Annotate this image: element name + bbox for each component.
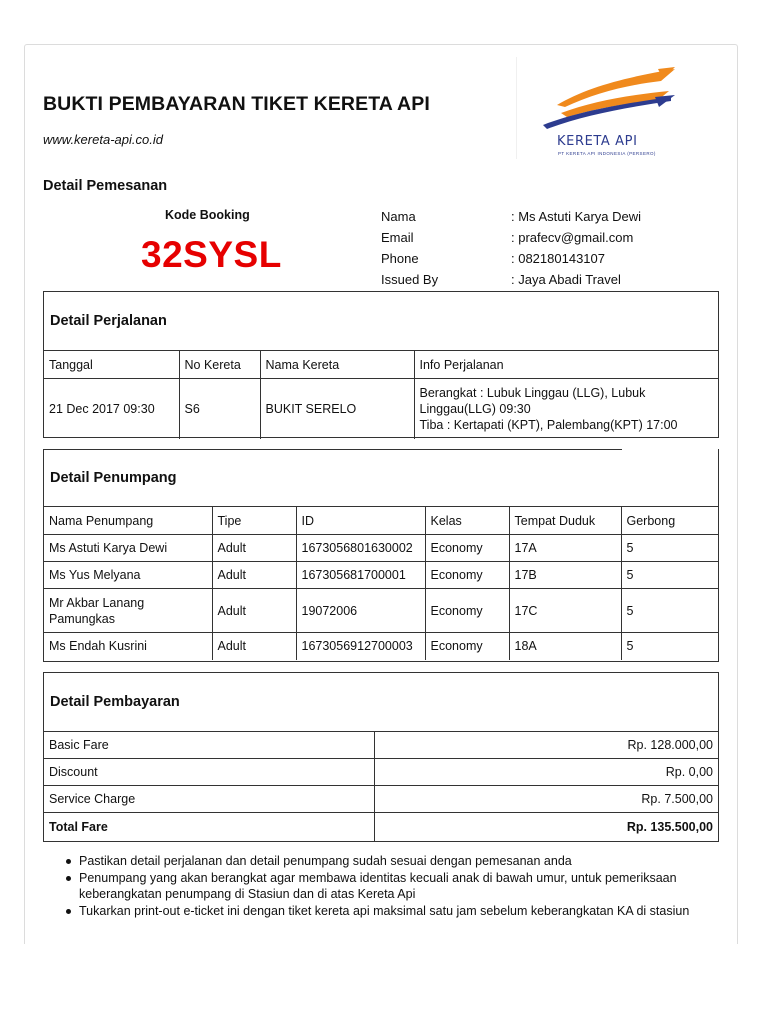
column-header: Tanggal (44, 351, 179, 379)
passenger-id: 19072006 (296, 589, 425, 633)
payment-amount: Rp. 7.500,00 (374, 786, 718, 813)
notes-list (65, 853, 725, 919)
column-header: Tipe (212, 507, 296, 535)
passenger-seat: 17A (509, 535, 621, 562)
info-value: : Ms Astuti Karya Dewi (511, 209, 642, 224)
passenger-id: 1673056801630002 (296, 535, 425, 562)
section-heading-pemesanan: Detail Pemesanan (43, 178, 168, 194)
table-row (44, 759, 718, 786)
table-row (44, 379, 718, 439)
passenger-class: Economy (425, 589, 509, 633)
passenger-type: Adult (212, 562, 296, 589)
passenger-type: Adult (212, 589, 296, 633)
payment-amount: Rp. 128.000,00 (374, 732, 718, 759)
column-header: Nama Penumpang (44, 507, 212, 535)
trip-details-panel (43, 291, 719, 438)
section-heading-penumpang: Detail Penumpang (50, 469, 177, 486)
passenger-table (44, 506, 718, 660)
payment-label: Service Charge (44, 786, 374, 813)
divider (44, 449, 622, 450)
column-header: Info Perjalanan (414, 351, 718, 379)
booking-code: 32SYSL (141, 234, 282, 275)
list-item: Tukarkan print-out e-ticket ini dengan tiket kereta api maksimal satu jam sebelum keberangkatan KA di stasiun (65, 903, 725, 920)
section-heading-perjalanan: Detail Perjalanan (50, 313, 167, 329)
website-link[interactable]: www.kereta-api.co.id (43, 132, 163, 147)
passenger-car: 5 (621, 633, 718, 660)
passenger-car: 5 (621, 535, 718, 562)
table-header-row (44, 507, 718, 535)
passenger-name: Ms Yus Melyana (44, 562, 212, 589)
train-number: S6 (179, 379, 260, 439)
passenger-class: Economy (425, 562, 509, 589)
payment-label: Basic Fare (44, 732, 374, 759)
arrival-info: Tiba : Kertapati (KPT), Palembang(KPT) 17:00 (419, 417, 678, 432)
passenger-seat: 18A (509, 633, 621, 660)
info-key: Issued By (381, 272, 439, 287)
column-header: Nama Kereta (260, 351, 414, 379)
info-key: Email (381, 230, 414, 245)
logo-name: KERETA API (557, 134, 638, 149)
booking-code-label: Kode Booking (165, 208, 250, 222)
info-key: Nama (381, 209, 416, 224)
table-row (44, 562, 718, 589)
train-name: BUKIT SERELO (260, 379, 414, 439)
payment-label: Discount (44, 759, 374, 786)
passenger-class: Economy (425, 633, 509, 660)
column-header: Tempat Duduk (509, 507, 621, 535)
passenger-id: 167305681700001 (296, 562, 425, 589)
passenger-type: Adult (212, 633, 296, 660)
payment-details-panel (43, 672, 719, 842)
info-key: Phone (381, 251, 419, 266)
payment-amount: Rp. 135.500,00 (374, 813, 718, 841)
passenger-id: 1673056912700003 (296, 633, 425, 660)
passenger-name: Mr Akbar Lanang Pamungkas (44, 589, 212, 633)
column-header: Kelas (425, 507, 509, 535)
trip-table (44, 350, 718, 439)
passenger-details-panel (43, 449, 719, 662)
info-value: : Jaya Abadi Travel (511, 272, 621, 287)
column-header: ID (296, 507, 425, 535)
kereta-api-logo (516, 57, 680, 159)
departure-info: Berangkat : Lubuk Linggau (LLG), Lubuk Linggau(LLG) 09:30 (419, 385, 646, 416)
info-value: : 082180143107 (511, 251, 605, 266)
table-header-row (44, 351, 718, 379)
passenger-type: Adult (212, 535, 296, 562)
table-row (44, 786, 718, 813)
column-header: Gerbong (621, 507, 718, 535)
info-value: : prafecv@gmail.com (511, 230, 634, 245)
section-heading-pembayaran: Detail Pembayaran (50, 694, 180, 710)
passenger-name: Ms Endah Kusrini (44, 633, 212, 660)
table-row (44, 589, 718, 633)
passenger-name: Ms Astuti Karya Dewi (44, 535, 212, 562)
trip-date: 21 Dec 2017 09:30 (44, 379, 179, 439)
payment-table (44, 731, 718, 841)
passenger-seat: 17B (509, 562, 621, 589)
passenger-car: 5 (621, 562, 718, 589)
list-item: Penumpang yang akan berangkat agar membawa identitas kecuali anak di bawah umur, untuk pemeriksaan keberangkatan penumpang di Stasiun dan di atas Kereta Api (65, 870, 725, 903)
logo-subtitle: PT KERETA API INDONESIA (PERSERO) (558, 151, 656, 156)
ticket-receipt (24, 44, 738, 944)
column-header: No Kereta (179, 351, 260, 379)
list-item: Pastikan detail perjalanan dan detail penumpang sudah sesuai dengan pemesanan anda (65, 853, 725, 870)
trip-info (414, 379, 718, 439)
table-row (44, 633, 718, 660)
payment-amount: Rp. 0,00 (374, 759, 718, 786)
passenger-car: 5 (621, 589, 718, 633)
document-title: BUKTI PEMBAYARAN TIKET KERETA API (43, 93, 430, 115)
payment-label: Total Fare (44, 813, 374, 841)
passenger-class: Economy (425, 535, 509, 562)
table-row (44, 535, 718, 562)
table-row-total (44, 813, 718, 841)
table-row (44, 732, 718, 759)
passenger-seat: 17C (509, 589, 621, 633)
